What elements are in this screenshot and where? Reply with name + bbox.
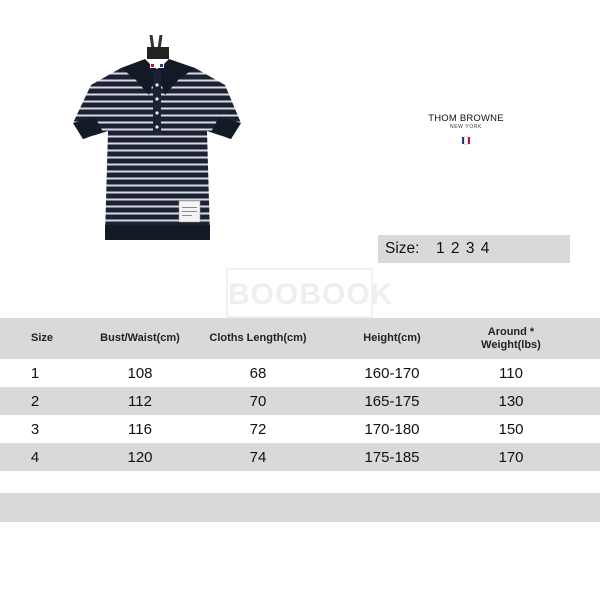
cell-length: 72 (249, 420, 267, 438)
cell-height: 165-175 (364, 392, 420, 410)
cell-length: 70 (249, 392, 267, 410)
brand-logo (420, 113, 512, 149)
polo-shirt-photo (55, 35, 260, 255)
cell-length: 68 (249, 364, 267, 382)
header-weight: Around * Weight(lbs) (481, 325, 541, 351)
product-photo (55, 35, 260, 255)
cell-weight: 130 (498, 392, 524, 410)
size-values: 1 2 3 4 (436, 240, 490, 257)
brand-name: THOM BROWNE (428, 113, 504, 124)
cell-bust: 116 (128, 420, 152, 438)
cell-weight: 150 (498, 420, 524, 438)
brand-location: NEW YORK (450, 124, 482, 130)
cell-bust: 112 (128, 392, 152, 410)
size-availability (378, 235, 570, 263)
table-row (0, 443, 600, 471)
cell-size: 2 (30, 392, 40, 410)
cell-size: 3 (30, 420, 40, 438)
size-label: Size: (385, 240, 420, 257)
cell-weight: 170 (498, 448, 524, 466)
cell-bust: 108 (127, 364, 153, 382)
watermark: BOOBOOK (226, 268, 373, 318)
footer-band (0, 493, 600, 522)
cell-weight: 110 (499, 364, 523, 382)
table-row (0, 387, 600, 415)
size-chart-table (0, 318, 600, 471)
cell-height: 175-185 (364, 448, 420, 466)
header-bust-waist: Bust/Waist(cm) (100, 332, 180, 344)
header-height: Height(cm) (363, 332, 421, 344)
cell-height: 160-170 (364, 364, 420, 382)
table-header-row (0, 318, 600, 359)
cell-height: 170-180 (364, 420, 420, 438)
cell-size: 1 (30, 364, 40, 382)
table-row (0, 359, 600, 387)
cell-size: 4 (30, 448, 40, 466)
cell-bust: 120 (127, 448, 153, 466)
header-size: Size (30, 332, 53, 344)
table-row (0, 415, 600, 443)
header-cloths-length: Cloths Length(cm) (209, 332, 307, 344)
cell-length: 74 (249, 448, 267, 466)
tricolor-stripes-icon (462, 137, 470, 144)
